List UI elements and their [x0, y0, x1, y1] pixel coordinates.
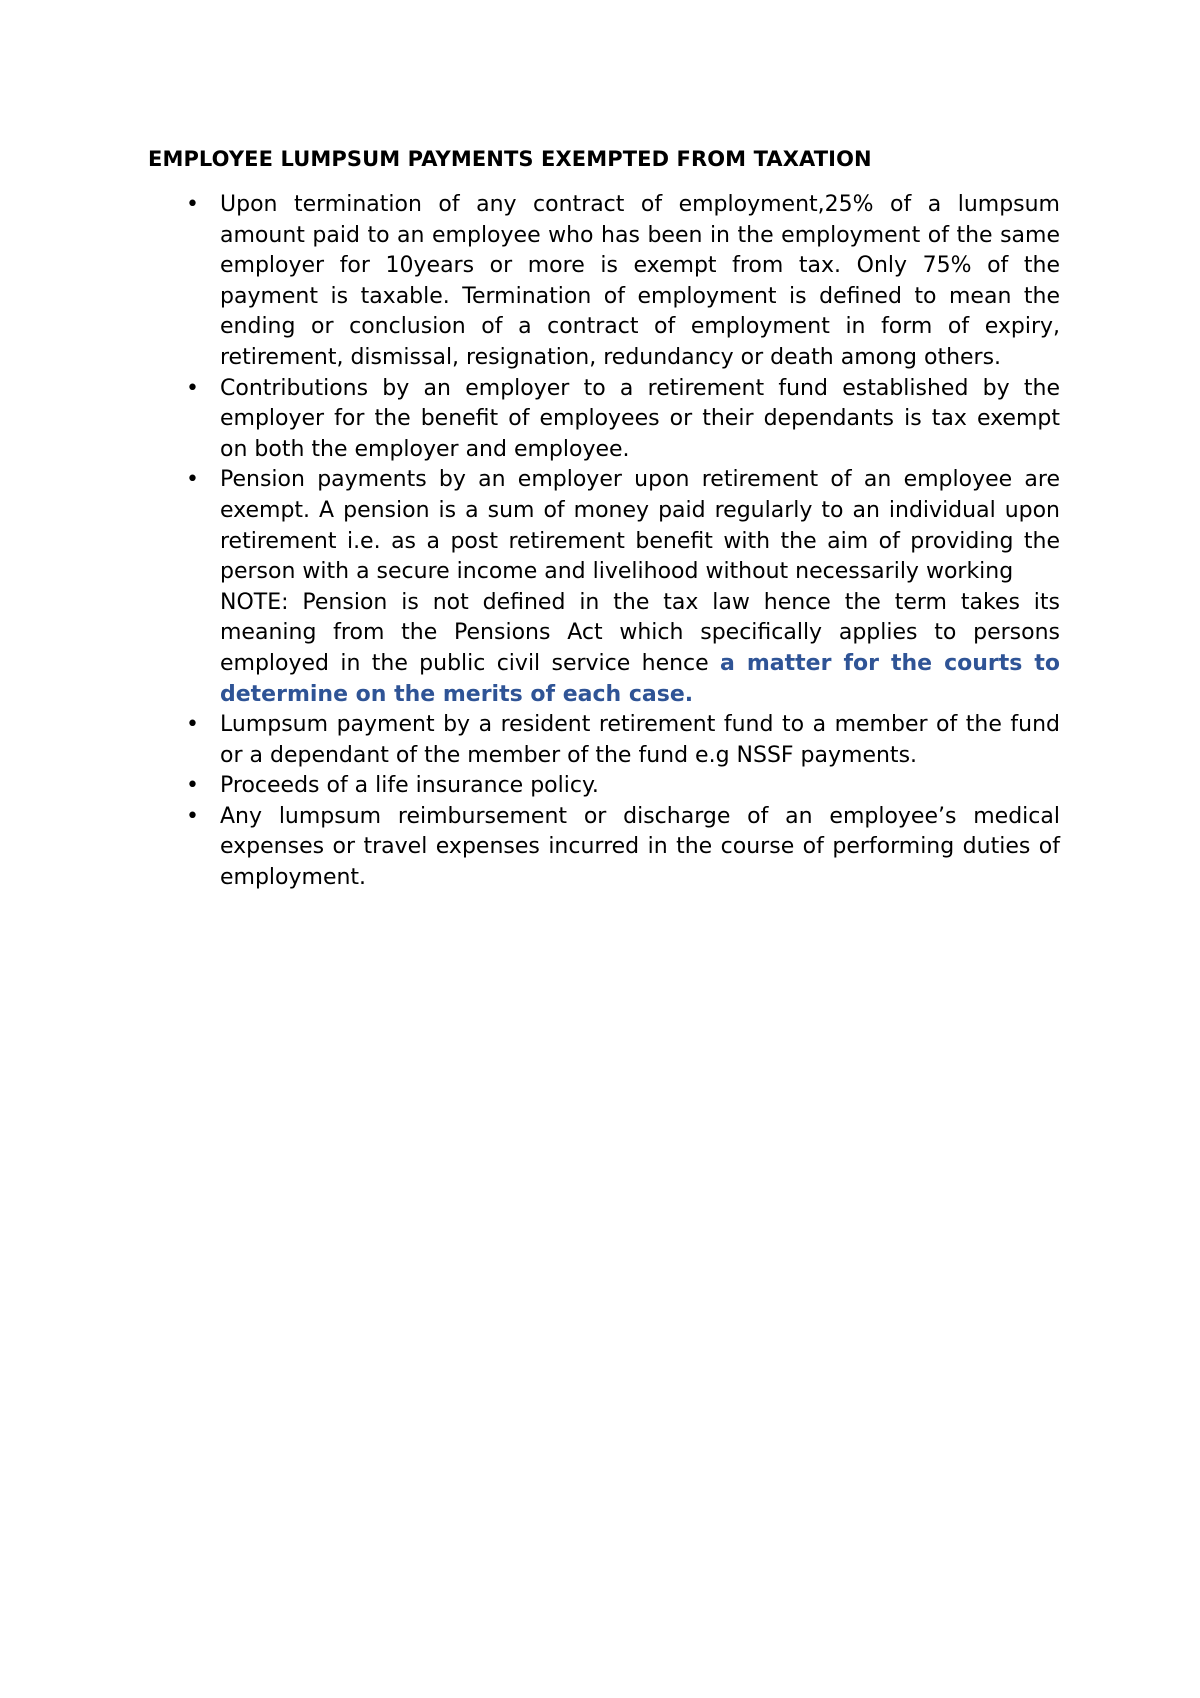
list-item [148, 771, 1060, 802]
list-item [148, 710, 1060, 771]
bullet-icon: • [186, 803, 199, 829]
bullet-icon: • [186, 467, 199, 493]
pension-note-highlight: a matter for the courts to determine on the merits of each case. [220, 650, 1060, 707]
document-title: EMPLOYEE LUMPSUM PAYMENTS EXEMPTED FROM TAXATION [148, 147, 872, 171]
list-item-text: Upon termination of any contract of employment,25% of a lumpsum amount paid to an employee who has been in the employment of the same employer for 10years or more is exempt from tax. Only 75% of the payment is taxable. Termination of employment is defined to mean the ending or conclusion of a contract of employment in form of expiry, retirement, dismissal, resignation, redundancy or death among others. [220, 192, 1060, 370]
list-item [148, 465, 1060, 710]
list-item-text: Pension payments by an employer upon retirement of an employee are exempt. A pension is a sum of money paid regularly to an individual upon retirement i.e. as a post retirement benefit with the aim of providing the person with a secure income and livelihood without necessarily working [220, 467, 1060, 585]
pension-note [220, 588, 1060, 710]
bullet-icon: • [186, 712, 199, 738]
bullet-icon: • [186, 192, 199, 217]
exemption-list [148, 190, 1060, 894]
bullet-icon: • [186, 773, 199, 799]
list-item [148, 374, 1060, 466]
list-item-text: Any lumpsum reimbursement or discharge of an employee’s medical expenses or travel expenses incurred in the course of performing duties of employment. [220, 803, 1060, 891]
list-item-text: Lumpsum payment by a resident retirement fund to a member of the fund or a dependant of the member of the fund e.g NSSF payments. [220, 712, 1060, 768]
list-item-text: Contributions by an employer to a retirement fund established by the employer for the benefit of employees or their dependants is tax exempt on both the employer and employee. [220, 375, 1060, 462]
list-item-text: Proceeds of a life insurance policy. [220, 773, 599, 799]
pension-note-text: NOTE: Pension is not defined in the tax law hence the term takes its meaning from the Pensions Act which specifically applies to persons employed in the public civil service hence [220, 589, 1060, 676]
list-item [148, 190, 1060, 374]
bullet-icon: • [186, 375, 199, 401]
list-item [148, 802, 1060, 894]
